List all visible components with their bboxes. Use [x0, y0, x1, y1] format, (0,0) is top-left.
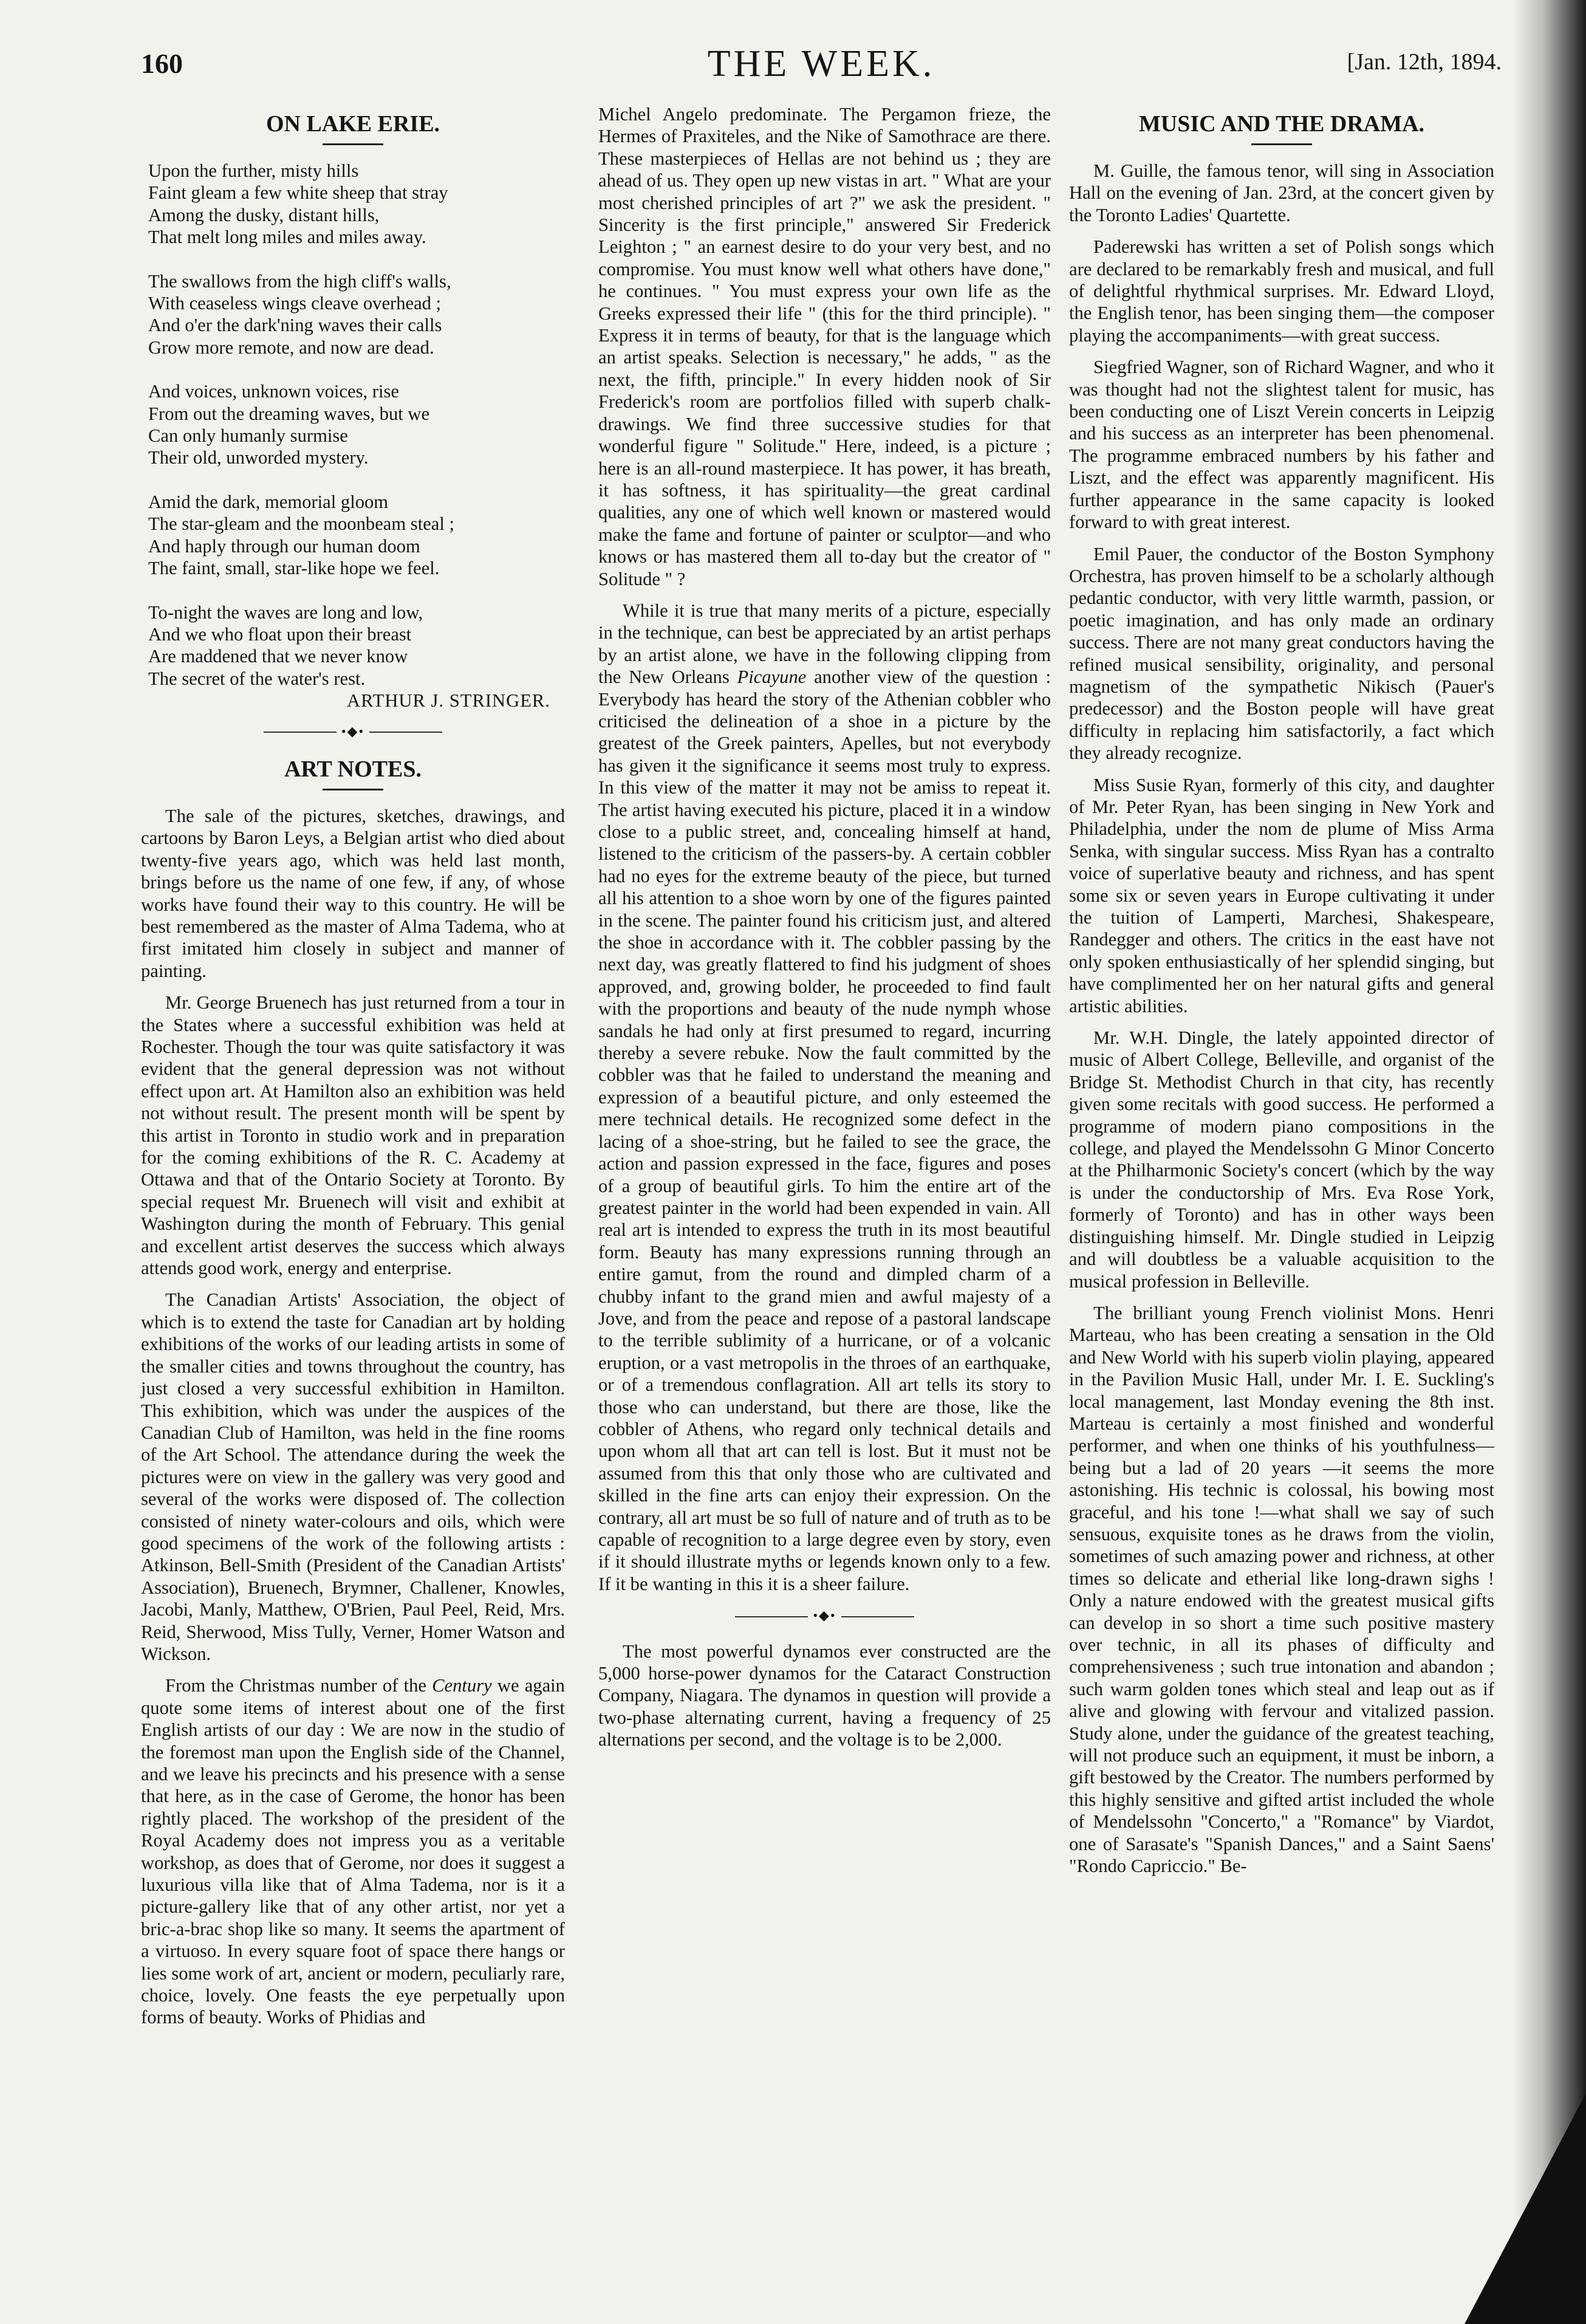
issue-date: [Jan. 12th, 1894.	[1347, 49, 1502, 75]
poem-line: Amid the dark, memorial gloom	[148, 491, 389, 512]
column-right	[1069, 103, 1494, 1887]
poem-line: The swallows from the high cliff's walls,	[148, 270, 451, 292]
text-run: another view of the question : Everybody has heard the story of the Athenian cobbler who criticised the delineation of a shoe in a picture by the greatest of the Greek painters, Apelles, but not everybody has given it the significance it seems most truly to express. In this view of the matter it may not be amiss to repeat it. The artist having executed his picture, placed it in a window close to a public street, and, concealing himself at hand, listened to the criticism of the passers-by. A certain cobbler had no eyes for the extreme beauty of the piece, but turned all his attention to a shoe worn by one of the figures painted in the scene. The painter found his criticism just, and altered the shoe in accordance with it. The cobbler passing by the next day, was greatly flattered to find his judgment of shoes approved, and, growing bolder, he proceeded to find fault with the proportions and beauty of the nude nymph whose sandals he had only at first presumed to regard, incurring thereby a severe rebuke. Now the fault committed by the cobbler was that he failed to understand the meaning and expression of a beautiful picture, and only esteemed the mere technical details. He recognized some defect in the lacing of a shoe-string, but he failed to see the grace, the action and passion expressed in the face, figures and poses of a group of beautiful girls. To him the entire art of the greatest painter in the world had been expended in vain. All real art is intended to express the truth in its most beautiful form. Beauty has many expressions running through an entire gamut, from the round and dimpled charm of a chubby infant to the grand mien and awful majesty of a Jove, and from the peace and repose of a pastoral landscape to the terrible sublimity of a hurricane, or of a volcanic eruption, or a vast metropolis in the throes of an earthquake, or of a tremendous conflagration. All art tells its story to those who can understand, but there are those, like the cobbler of Athens, who regard only technical details and upon whom all that art can tell is lost. But it must not be assumed from this that only those who are cultivated and skilled in the fine arts can enjoy their expression. On the contrary, all art must be so full of nature and of truth as to be capable of recognition to a large degree even by story, even if it should illustrate myths or legends known only to a few. If it be wanting in this it is a sheer failure.	[598, 667, 1051, 1594]
poem-line: The star-gleam and the moonbeam steal ;	[148, 513, 455, 535]
poem-line: From out the dreaming waves, but we	[148, 403, 430, 424]
article-paragraph: Siegfried Wagner, son of Richard Wagner, and who it was thought had not the slightest talent for music, has been conducting one of Liszt Verein concerts in Leipzig and his success as an interpreter has been phenomenal. The programme embraced numbers by his father and Liszt, and the effect was apparently magnificent. His further appearance in the same capacity is looked forward to with great interest.	[1069, 357, 1494, 533]
poem-line: To-night the waves are long and low,	[148, 602, 423, 623]
column-left	[141, 103, 565, 2038]
heading-rule	[323, 143, 383, 145]
article-paragraph: Paderewski has written a set of Polish songs which are declared to be remarkably fresh and musical, and full of delightful rhythmical surprises. Mr. Edward Lloyd, the English tenor, has been singing them—the composer playing the accompaniments—with great success.	[1069, 236, 1494, 346]
poem-stanza	[148, 491, 565, 580]
poem-line: Upon the further, misty hills	[148, 160, 359, 181]
column-middle	[598, 103, 1051, 1761]
text-run: we again quote some items of interest about one of the first English artists of our day : We are now in the studio of the foremost man upon the English side of the Channel, and we leave his precincts and his presence with a sense that here, as in the case of Gerome, the honor has been rightly placed. The workshop of the president of the Royal Academy does not impress you as a veritable workshop, as does that of Gerome, nor does it suggest a luxurious villa like that of Alma Tadema, nor is it a picture-gallery like that of any other artist, nor yet a bric-a-brac shop like so many. It seems the apartment of a virtuoso. In every square foot of space there hangs or lies some work of art, ancient or modern, peculiarly rare, choice, lovely. One feasts the eye perpetually upon forms of beauty. Works of Phidias and	[141, 1675, 565, 2028]
heading-rule	[323, 789, 383, 790]
poem-line: With ceaseless wings cleave overhead ;	[148, 293, 442, 314]
poem-line: And voices, unknown voices, rise	[148, 381, 399, 402]
section-ornament: •◆•	[141, 721, 565, 742]
poem-line: Can only humanly surmise	[148, 425, 348, 447]
running-header	[141, 43, 1502, 97]
masthead-title: THE WEEK.	[707, 43, 935, 84]
article-paragraph: Emil Pauer, the conductor of the Boston Symphony Orchestra, has proven himself to be a scholarly although pedantic conductor, with very little warmth, passion, or poetic imagination, and has only made an ordinary success. There are not many great conductors having the refined musical sensibility, originality, and personal magnetism of the sympathetic Nikisch (Pauer's predecessor) and the Boston people will have great difficulty in replacing him satisfactorily, a fact which they already recognize.	[1069, 543, 1494, 764]
poem-line: The secret of the water's rest.	[148, 668, 366, 689]
page-number: 160	[141, 48, 183, 79]
article-paragraph: Mr. George Bruenech has just returned from a tour in the States where a successful exhibition was held at Rochester. Though the tour was quite satisfactory it was evident that the general depression was not without effect upon art. At Hamilton also an exhibition was held not without result. The present month will be spent by this artist in Toronto in studio work and in preparation for the coming exhibitions of the R. C. Academy at Ottawa and that of the Ontario Society at Toronto. By special request Mr. Bruenech will visit and exhibit at Washington during the month of February. This genial and excellent artist deserves the success which always attends good work, energy and enterprise.	[141, 992, 565, 1279]
italic-title: Century	[432, 1675, 492, 1696]
poem-line: And o'er the dark'ning waves their calls	[148, 315, 442, 336]
poem-heading: ON LAKE ERIE.	[265, 111, 440, 137]
poem-author: ARTHUR J. STRINGER.	[346, 690, 550, 711]
poem-line: And we who float upon their breast	[148, 623, 412, 645]
article-paragraph: The brilliant young French violinist Mons. Henri Marteau, who has been creating a sensation in the Old and New World with his superb violin playing, appeared in the Pavilion Music Hall, under Mr. I. E. Suckling's local management, last Monday evening the 8th inst. Marteau is certainly a most finished and wonderful performer, and when one thinks of his youthfulness—being but a lad of 20 years —it seems the more astonishing. His technic is colossal, his bowing most graceful, and his tone !—what shall we say of such sensuous, exquisite tones as he draws from the violin, sometimes of such amazing power and richness, at other times so delicate and etherial like long-drawn sighs ! Only a nature endowed with the greatest musical gifts can develop in so short a time such positive mastery over technic, in all its phases of difficulty and comprehensiveness ; such true intonation and abandon ; such warm golden tones which steal and leap out as if alive and glowing with fervour and vitalized passion. Study alone, under the guidance of the greatest teaching, will not produce such an equipment, it must be inborn, a gift bestowed by the Creator. The numbers performed by this highly sensitive and gifted artist included the whole of Mendelssohn "Concerto," a "Romance" by Viardot, one of Sarasate's "Spanish Dances," and a Saint Saens' "Rondo Capriccio." Be-	[1069, 1302, 1494, 1877]
article-paragraph: The most powerful dynamos ever constructed are the 5,000 horse-power dynamos for the Cataract Construction Company, Niagara. The dynamos in question will provide a two-phase alternating current, having a frequency of 25 alternations per second, and the voltage is to be 2,000.	[598, 1640, 1051, 1750]
poem-line: Are maddened that we never know	[148, 646, 408, 667]
poem-line: The faint, small, star-like hope we feel.	[148, 558, 440, 579]
article-paragraph: Michel Angelo predominate. The Pergamon frieze, the Hermes of Praxiteles, and the Nike of Samothrace are there. These masterpieces of Hellas are not behind us ; they are ahead of us. They open up new vistas in art. " What are your most cherished principles of art ?" we ask the president. " Sincerity is the first principle," answered Sir Frederick Leighton ; " an earnest desire to do your very best, and no compromise. You must know well what others have done," he continues. " You must express your own life as the Greeks expressed their life " (this for the third principle). " Express it in terms of beauty, for that is the language which an artist speaks. Selection is necessary," he adds, " as the next, the fifth, principle." In every hidden nook of Sir Frederick's room are portfolios filled with superb chalk-drawings. We find three successive studies for that wonderful figure " Solitude." Here, indeed, is a picture ; here is an all-round masterpiece. It has power, it has breath, it has softness, it has spirituality—the great cardinal qualities, any one of which well known or mastered would make the fame and fortune of painter or sculptor—and who knows or has mastered them all to-day but the creator of " Solitude " ?	[598, 104, 1051, 589]
article-paragraph	[598, 600, 1051, 1595]
music-heading: MUSIC AND THE DRAMA.	[1138, 111, 1425, 137]
poem-stanza	[148, 160, 565, 249]
article-paragraph: The Canadian Artists' Association, the object of which is to extend the taste for Canadian art by holding exhibitions of the works of our leading artists in some of the smaller cities and towns throughout the country, has just closed a very successful exhibition in Hamilton. This exhibition, which was under the auspices of the Canadian Club of Hamilton, was held in the fine rooms of the Art School. The attendance during the week the pictures were on view in the gallery was very good and several of the works were disposed of. The collection consisted of ninety water-colours and oils, which were good specimens of the work of the following artists : Atkinson, Bell-Smith (President of the Canadian Artists' Association), Bruenech, Brymner, Challener, Knowles, Jacobi, Manly, Matthew, O'Brien, Paul Peel, Reid, Mrs. Reid, Sherwood, Miss Tully, Verner, Homer Watson and Wickson.	[141, 1289, 565, 1664]
heading-rule	[1251, 143, 1312, 145]
text-run: While it is true that many merits of a picture, especially in the technique, can best be appreciated by an artist perhaps by an artist alone, we have in the following clipping from the New Orleans	[598, 600, 1051, 688]
article-paragraph: The sale of the pictures, sketches, drawings, and cartoons by Baron Leys, a Belgian artist who died about twenty-five years ago, which was held last month, brings before us the name of one few, if any, of whose works have found their way to this country. He will be best remembered as the master of Alma Tadema, who at first imitated him closely in subject and manner of painting.	[141, 805, 565, 981]
poem	[148, 160, 565, 690]
section-ornament: •◆•	[598, 1605, 1051, 1626]
scan-page-edge	[1513, 0, 1586, 2324]
article-paragraph	[141, 1674, 565, 2029]
article-paragraph: Miss Susie Ryan, formerly of this city, and daughter of Mr. Peter Ryan, has been singing in New York and Philadelphia, under the nom de plume of Miss Arma Senka, with singular success. Miss Ryan has a contralto voice of superlative beauty and richness, and has spent some six or seven years in Europe cultivating it under the tuition of Lamperti, Marchesi, Shakespeare, Randegger and others. The critics in the east have not only spoken enthusiastically of her splendid singing, but have complimented her on her natural gifts and general artistic abilities.	[1069, 774, 1494, 1016]
italic-title: Picayune	[737, 667, 807, 688]
poem-line: Grow more remote, and now are dead.	[148, 337, 434, 358]
poem-line: Their old, unworded mystery.	[148, 447, 369, 468]
article-paragraph: Mr. W.H. Dingle, the lately appointed director of music of Albert College, Belleville, and organist of the Bridge St. Methodist Church in that city, has recently given some recitals with good success. He performed a programme of modern piano compositions in the college, and played the Mendelssohn G Minor Concerto at the Philharmonic Society's concert (which by the way is under the conductorship of Mrs. Eva Rose York, formerly of Toronto) and has in other ways been distinguishing himself. Mr. Dingle studied in Leipzig and will doubtless be a valuable acquisition to the musical profession in Belleville.	[1069, 1027, 1494, 1292]
text-run: From the Christmas number of the	[165, 1675, 432, 1696]
poem-line: Faint gleam a few white sheep that stray	[148, 182, 448, 204]
poem-stanza	[148, 380, 565, 469]
article-paragraph: M. Guille, the famous tenor, will sing in Association Hall on the evening of Jan. 23rd, at the concert given by the Toronto Ladies' Quartette.	[1069, 160, 1494, 225]
poem-line: And haply through our human doom	[148, 535, 420, 557]
poem-stanza	[148, 602, 565, 690]
poem-line: Among the dusky, distant hills,	[148, 204, 380, 225]
poem-stanza	[148, 270, 565, 359]
poem-line: That melt long miles and miles away.	[148, 227, 426, 248]
art-notes-heading: ART NOTES.	[284, 756, 422, 782]
